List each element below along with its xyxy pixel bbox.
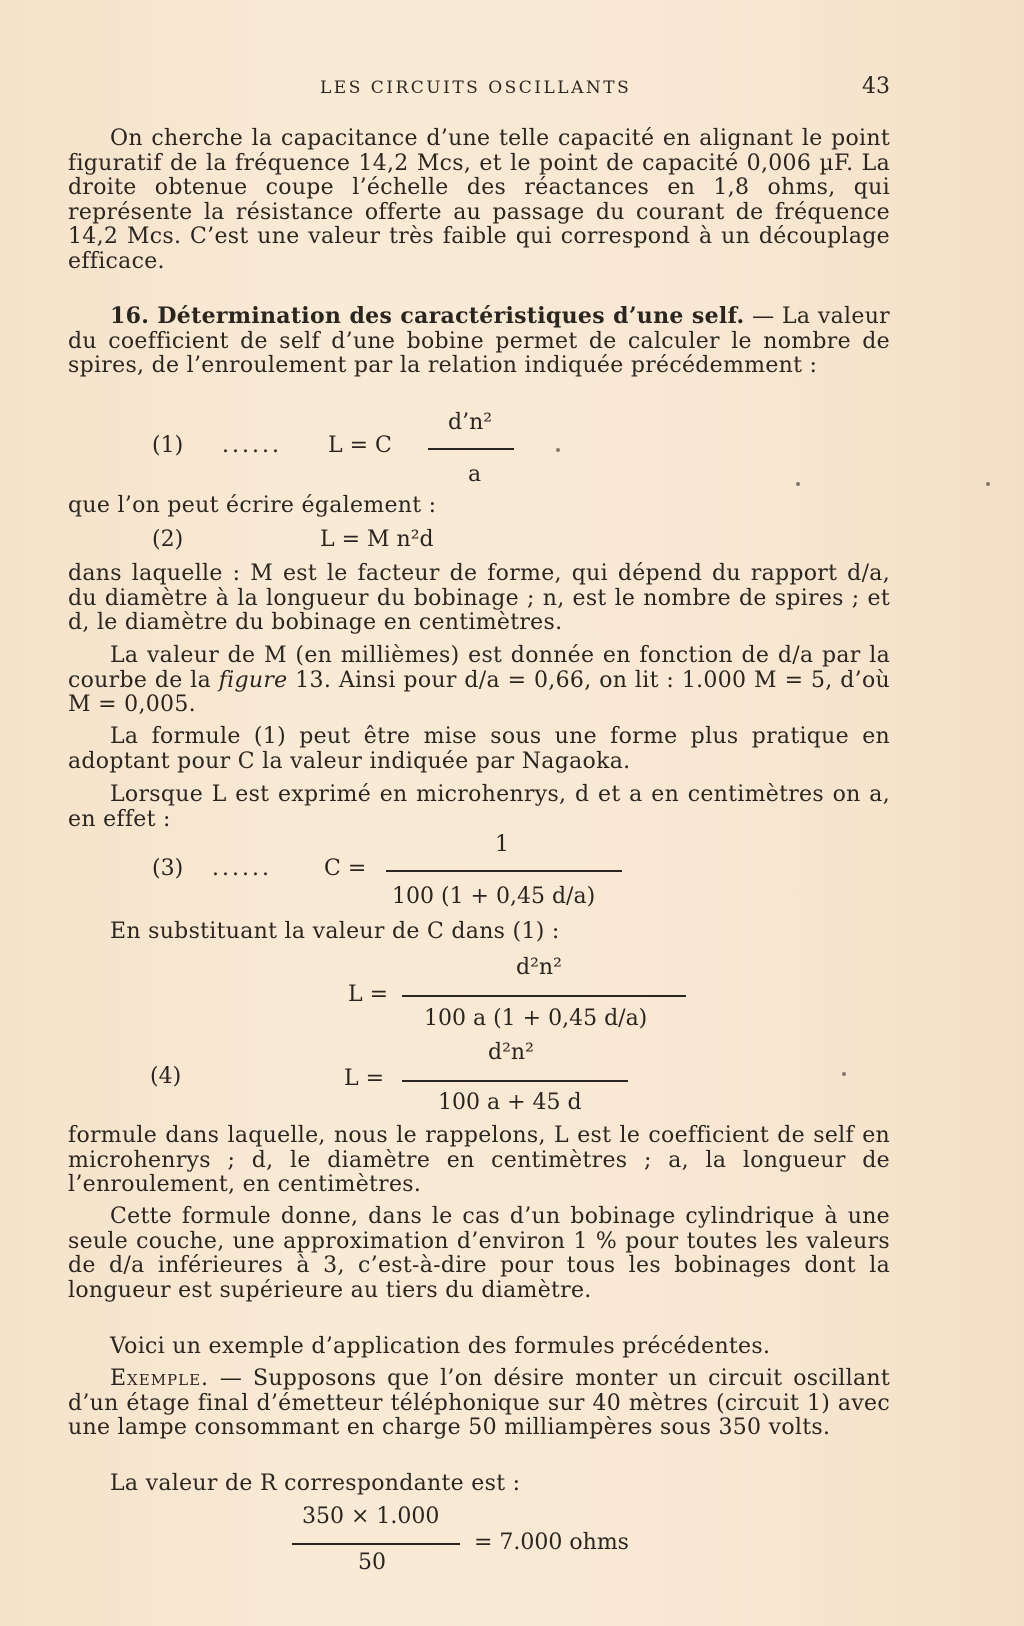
scan-speck — [796, 482, 800, 486]
fraction-bar — [292, 1543, 460, 1545]
running-title: LES CIRCUITS OSCILLANTS — [320, 78, 632, 98]
fraction-bar — [386, 870, 622, 872]
fraction-numerator: 1 — [495, 832, 509, 857]
equation-lhs: L = — [348, 982, 389, 1007]
equation-expression: L = M n²d — [320, 527, 434, 552]
scan-speck — [842, 1072, 846, 1076]
equation-number: (3) — [152, 856, 184, 881]
fraction-numerator: d’n² — [448, 410, 493, 435]
fraction-denominator: a — [468, 462, 482, 487]
fraction-denominator: 100 a (1 + 0,45 d/a) — [424, 1006, 648, 1031]
paragraph-section-16 — [68, 304, 890, 379]
equation-lhs: L = C — [328, 433, 392, 458]
fraction-numerator: d²n² — [516, 955, 562, 980]
scan-speck — [986, 482, 990, 486]
fraction-bar — [402, 995, 686, 997]
equation-dots: ...... — [212, 856, 272, 881]
paragraph-r-value: La valeur de R correspondante est : — [110, 1471, 521, 1496]
equation-number: (1) — [152, 433, 184, 458]
fraction-bar — [428, 448, 514, 450]
paragraph-example — [68, 1367, 890, 1441]
paragraph-substitution: En substituant la valeur de C dans (1) : — [110, 919, 560, 944]
equation-lhs: L = — [344, 1066, 385, 1091]
paragraph-capacitance: On cherche la capacitance d’une telle capacité en alignant le point figuratif de la fréquence 14,2 Mcs, et le point de capacité 0,006 µF. La droite obtenue coupe l’échelle des réactances en 1,8 ohms, qui représente la résistance offerte au passage du courant de fréquence 14,2 Mcs. C’est une valeur très faible qui correspond à un découplage efficace. — [68, 126, 890, 274]
paragraph-form-factor: dans laquelle : M est le facteur de forme, qui dépend du rapport d/a, du diamètre à la longueur du bobinage ; n, est le nombre de spires ; et d, le diamètre du bobinage en centimètres. — [68, 561, 890, 635]
fraction-denominator: 100 (1 + 0,45 d/a) — [392, 884, 596, 909]
equation-number: (4) — [150, 1064, 182, 1089]
example-text: — Supposons que l’on désire monter un circuit oscillant d’un étage final d’émetteur téléphonique sur 40 mètres (circuit 1) avec une lampe consommant en charge 50 milliampères sous 350 volts. — [68, 1366, 890, 1440]
equation-dots: ...... — [222, 433, 282, 458]
paragraph-microhenrys: Lorsque L est exprimé en microhenrys, d et a en centimètres on a, en effet : — [68, 782, 890, 832]
example-label: Exemple. — [110, 1366, 210, 1391]
scan-speck — [556, 448, 560, 452]
text-segment: 13. Ainsi pour d/a = 0,66, on lit : 1.000 M = 5, d’où M = 0,005. — [68, 667, 890, 717]
section-intro-text: — La valeur du coefficient de self d’une bobine permet de calculer le nombre de spires, de l’enroulement par la relation indiquée précédemment : — [68, 304, 891, 378]
equation-lhs: C = — [324, 856, 367, 881]
fraction-denominator: 50 — [358, 1550, 386, 1575]
equation-result: = 7.000 ohms — [474, 1530, 629, 1555]
equation-number: (2) — [152, 527, 184, 552]
paragraph-approximation: Cette formule donne, dans le cas d’un bobinage cylindrique à une seule couche, une approximation d’environ 1 % pour toutes les valeurs de d/a inférieures à 3, c’est-à-dire pour tous les bobinages dont la longueur est supérieure au tiers du diamètre. — [68, 1204, 890, 1303]
paragraph-m-value — [68, 644, 890, 718]
paragraph-nagaoka: La formule (1) peut être mise sous une forme plus pratique en adoptant pour C la valeur indiquée par Nagaoka. — [68, 724, 890, 774]
paragraph-formula-legend: formule dans laquelle, nous le rappelons, L est le coefficient de self en microhenrys ; d, le diamètre en centimètres ; a, la longueur de l’enroulement, en centimètres. — [68, 1123, 890, 1197]
fraction-numerator: d²n² — [488, 1040, 534, 1065]
fraction-denominator: 100 a + 45 d — [438, 1090, 582, 1115]
fraction-bar — [402, 1080, 628, 1082]
page-number: 43 — [862, 74, 890, 99]
paragraph-also-write: que l’on peut écrire également : — [68, 493, 437, 518]
page-header — [0, 74, 1024, 104]
figure-reference: figure — [218, 667, 288, 693]
section-heading: 16. Détermination des caractéristiques d’une self. — [110, 303, 745, 329]
text-segment: La valeur de M (en millièmes) est donnée en fonction de d/a par la courbe de la — [68, 643, 890, 693]
fraction-numerator: 350 × 1.000 — [302, 1504, 440, 1529]
paragraph-example-intro: Voici un exemple d’application des formules précédentes. — [110, 1334, 771, 1359]
